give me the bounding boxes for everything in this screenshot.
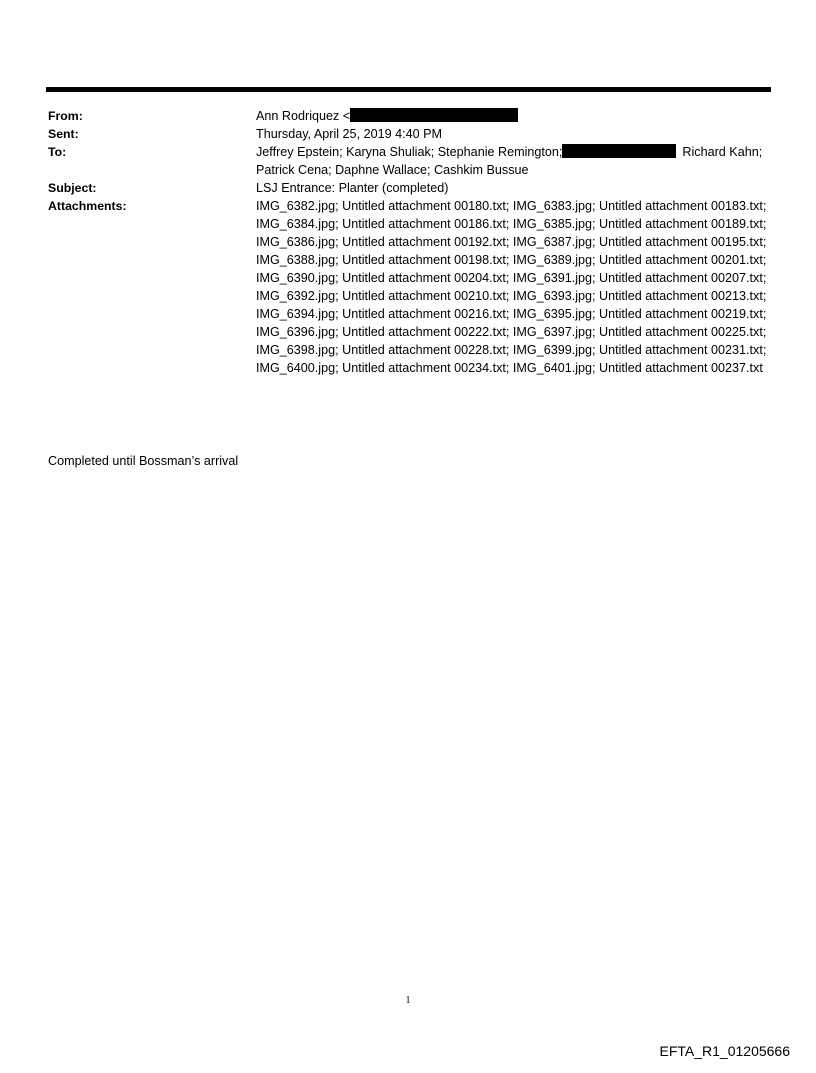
page-number: 1 — [405, 995, 411, 1006]
attachments-list: IMG_6382.jpg; Untitled attachment 00180.txt; IMG_6383.jpg; Untitled attachment 00183.txt; IMG_6384.jpg; Untitled attachment 00186.txt; IMG_6385.jpg; Untitled attachment 00189.txt; IMG_6386.jpg; Untitled attachment 00192.txt; IMG_6387.jpg; Untitled attachment 00195.txt; IMG_6388.jpg; Untitled attachment 00198.txt; IMG_6389.jpg; Untitled attachment 00201.txt; IMG_6390.jpg; Untitled attachment 00204.txt; IMG_6391.jpg; Untitled attachment 00207.txt; IMG_6392.jpg; Untitled attachment 00210.txt; IMG_6393.jpg; Untitled attachment 00213.txt; IMG_6394.jpg; Untitled attachment 00216.txt; IMG_6395.jpg; Untitled attachment 00219.txt; IMG_6396.jpg; Untitled attachment 00222.txt; IMG_6397.jpg; Untitled attachment 00225.txt; IMG_6398.jpg; Untitled attachment 00228.txt; IMG_6399.jpg; Untitled attachment 00231.txt; IMG_6400.jpg; Untitled attachment 00234.txt; IMG_6401.jpg; Untitled attachment 00237.txt — [256, 199, 767, 375]
from-value — [256, 107, 770, 125]
document-id: EFTA_R1_01205666 — [659, 1043, 790, 1059]
from-label: From: — [48, 109, 83, 123]
sent-value: Thursday, April 25, 2019 4:40 PM — [256, 127, 442, 141]
to-label: To: — [48, 145, 67, 159]
subject-row — [48, 179, 770, 197]
redaction-box — [562, 144, 676, 158]
from-row — [48, 107, 770, 125]
to-recipients-part1: Jeffrey Epstein; Karyna Shuliak; Stephanie Remington; — [256, 145, 563, 159]
subject-label: Subject: — [48, 181, 97, 195]
email-body: Completed until Bossman’s arrival — [48, 454, 239, 468]
to-recipients-part2: Richard Kahn; Patrick Cena; Daphne Wallace; Cashkim Bussue — [256, 145, 763, 177]
sent-row — [48, 125, 770, 143]
sender-name: Ann Rodriquez < — [256, 109, 351, 123]
to-row — [48, 143, 770, 179]
email-header — [48, 107, 770, 377]
subject-value: LSJ Entrance: Planter (completed) — [256, 181, 449, 195]
header-divider — [46, 87, 771, 92]
to-value — [256, 143, 770, 179]
attachments-label: Attachments: — [48, 199, 127, 213]
attachments-row — [48, 197, 770, 377]
redaction-box — [350, 108, 518, 122]
sent-label: Sent: — [48, 127, 79, 141]
